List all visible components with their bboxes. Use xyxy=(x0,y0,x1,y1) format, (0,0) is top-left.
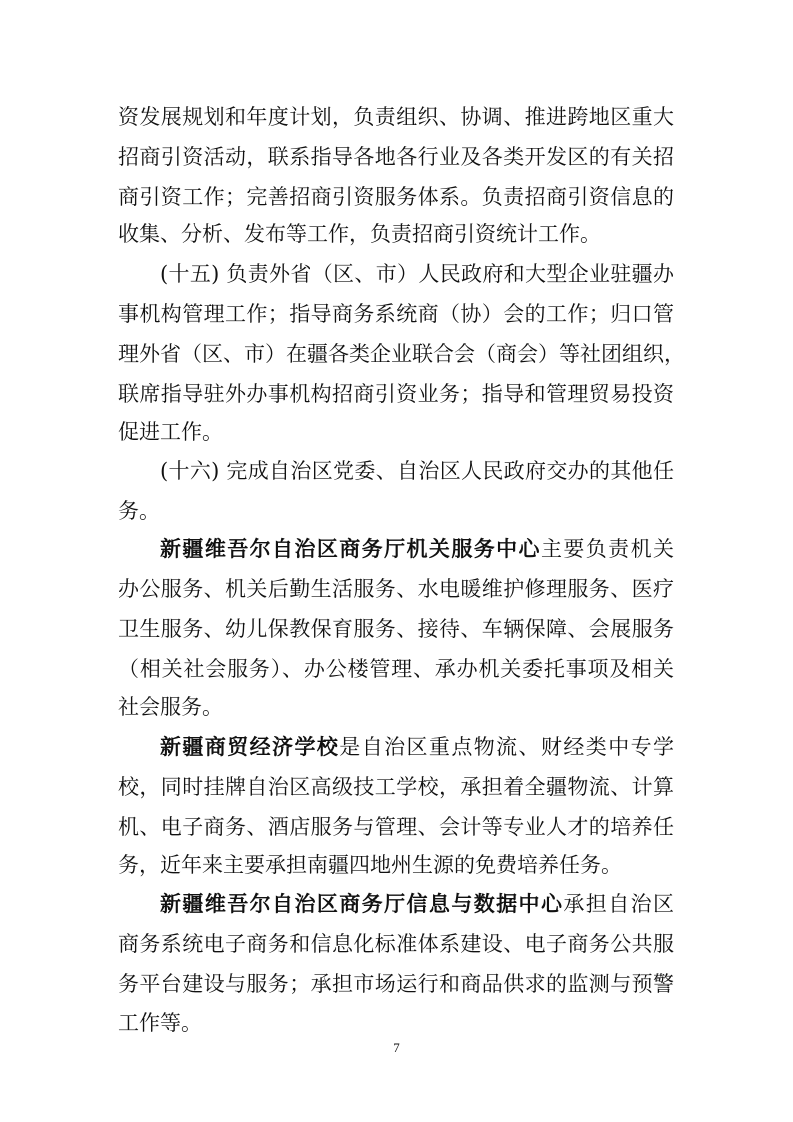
unit-name-heading: 新疆维吾尔自治区商务厅机关服务中心 xyxy=(160,537,541,561)
paragraph-line: 事机构管理工作；指导商务系统商（协）会的工作；归口管 xyxy=(118,302,674,326)
paragraph-line: 新疆维吾尔自治区商务厅信息与数据中心承担自治区 xyxy=(160,892,675,916)
paragraph-line: 务，近年来主要承担南疆四地州生源的免费培养任务。 xyxy=(118,853,622,877)
paragraph-line: 校，同时挂牌自治区高级技工学校，承担着全疆物流、计算 xyxy=(118,775,674,799)
paragraph-line: 商引资工作；完善招商引资服务体系。负责招商引资信息的 xyxy=(118,185,674,209)
paragraph-line: (十五) 负责外省（区、市）人民政府和大型企业驻疆办 xyxy=(160,262,674,286)
unit-name-heading: 新疆商贸经济学校 xyxy=(160,735,340,759)
paragraph-line: 资发展规划和年度计划，负责组织、协调、推进跨地区重大 xyxy=(118,105,674,129)
paragraph-line: 新疆商贸经济学校是自治区重点物流、财经类中专学 xyxy=(160,735,675,759)
paragraph-line: (十六) 完成自治区党委、自治区人民政府交办的其他任 xyxy=(160,459,674,483)
paragraph-line: 社会服务。 xyxy=(118,695,223,719)
paragraph-line: 商务系统电子商务和信息化标准体系建设、电子商务公共服 xyxy=(118,932,674,956)
paragraph-line: 卫生服务、幼儿保教保育服务、接待、车辆保障、会展服务 xyxy=(118,617,674,641)
page-number: 7 xyxy=(393,1040,400,1055)
unit-name-heading: 新疆维吾尔自治区商务厅信息与数据中心 xyxy=(160,892,564,916)
paragraph-line: 联席指导驻外办事机构招商引资业务；指导和管理贸易投资 xyxy=(118,382,674,406)
paragraph-line: 工作等。 xyxy=(118,1011,202,1035)
paragraph-line: 新疆维吾尔自治区商务厅机关服务中心主要负责机关 xyxy=(160,537,674,561)
paragraph-line: 理外省（区、市）在疆各类企业联合会（商会）等社团组织， xyxy=(118,342,685,366)
paragraph-line: 务。 xyxy=(118,499,160,523)
paragraph-line: （相关社会服务）、办公楼管理、承办机关委托事项及相关 xyxy=(118,657,674,681)
paragraph-line: 务平台建设与服务；承担市场运行和商品供求的监测与预警 xyxy=(118,972,674,996)
paragraph-line: 办公服务、机关后勤生活服务、水电暖维护修理服务、医疗 xyxy=(118,577,674,601)
paragraph-line: 促进工作。 xyxy=(118,420,223,444)
paragraph-line: 机、电子商务、酒店服务与管理、会计等专业人才的培养任 xyxy=(118,815,674,839)
paragraph-line: 招商引资活动，联系指导各地各行业及各类开发区的有关招 xyxy=(118,145,674,169)
paragraph-line: 收集、分析、发布等工作，负责招商引资统计工作。 xyxy=(118,222,601,246)
